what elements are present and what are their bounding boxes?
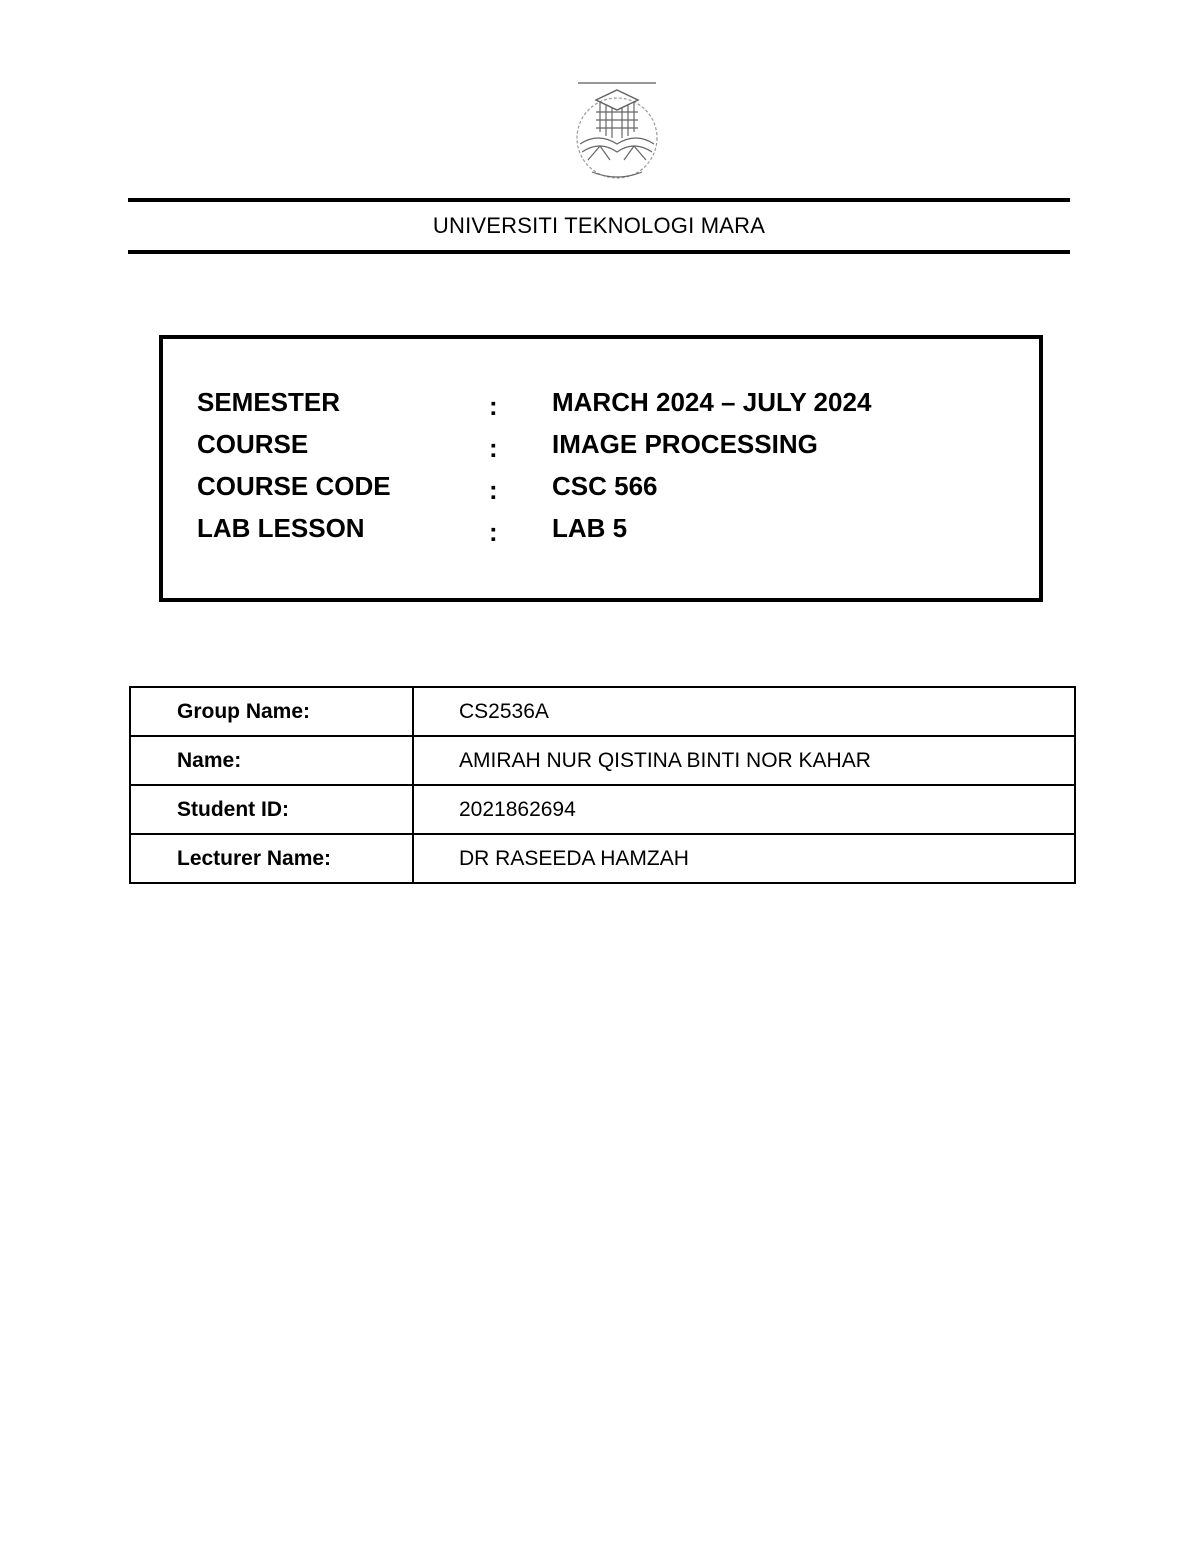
university-name: UNIVERSITI TEKNOLOGI MARA (432, 213, 766, 238)
table-row (130, 785, 1075, 834)
student-id-label: Student ID: (130, 785, 413, 834)
info-colon: : (489, 475, 498, 505)
lecturer-name-label: Lecturer Name: (130, 834, 413, 883)
name-label: Name: (130, 736, 413, 785)
info-value: LAB 5 (552, 513, 628, 543)
info-value: CSC 566 (552, 471, 658, 501)
info-colon: : (489, 391, 498, 421)
info-label: COURSE CODE (197, 471, 391, 501)
student-details-table (129, 686, 1076, 884)
group-name-value: CS2536A (413, 687, 1075, 736)
header-bottom-rule (128, 250, 1070, 254)
university-crest-icon (572, 80, 662, 186)
info-colon: : (489, 433, 498, 463)
info-value: MARCH 2024 – JULY 2024 (552, 387, 872, 417)
lecturer-name-value: DR RASEEDA HAMZAH (413, 834, 1075, 883)
info-colon: : (489, 517, 498, 547)
group-name-label: Group Name: (130, 687, 413, 736)
header-top-rule (128, 198, 1070, 202)
info-value: IMAGE PROCESSING (552, 429, 818, 459)
info-label: LAB LESSON (197, 513, 365, 543)
table-row (130, 736, 1075, 785)
info-label: SEMESTER (197, 387, 341, 417)
table-row (130, 687, 1075, 736)
table-row (130, 834, 1075, 883)
name-value: AMIRAH NUR QISTINA BINTI NOR KAHAR (413, 736, 1075, 785)
info-label: COURSE (197, 429, 309, 459)
student-id-value: 2021862694 (413, 785, 1075, 834)
course-info-box (159, 335, 1043, 602)
